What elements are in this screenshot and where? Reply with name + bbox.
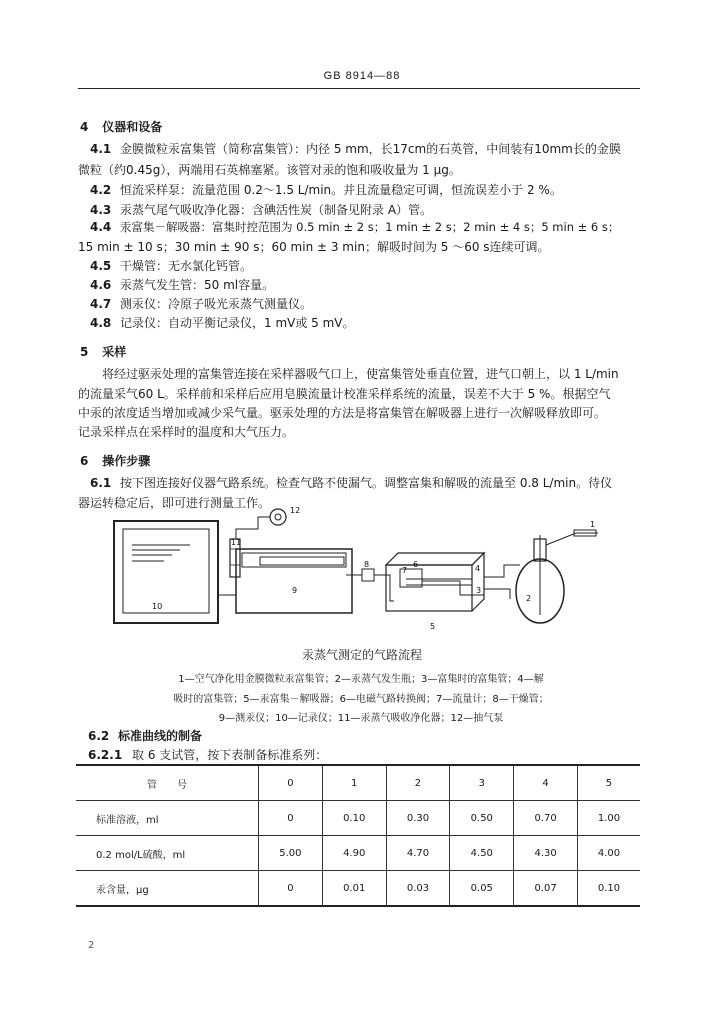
table-cell: 0.01 <box>322 871 386 907</box>
label-4: 4 <box>475 564 481 573</box>
recorder-10 <box>114 521 218 623</box>
label-5: 5 <box>430 622 436 631</box>
item-4-1: 4.1 金膜微粒汞富集管（简称富集管）：内径 5 mm，长17cm的石英管，中间装有10mm长的金膜 <box>90 142 621 156</box>
header-rule <box>78 88 640 89</box>
page-header: GB 8914—88 <box>323 70 401 82</box>
label-10: 10 <box>152 602 163 611</box>
section-title: 仪器和设备 <box>102 120 163 134</box>
table-cell: 0 <box>259 801 323 836</box>
table-header-cell: 0 <box>259 765 323 801</box>
table-header-cell: 3 <box>450 765 514 801</box>
item-6-2: 6.2 标准曲线的制备 <box>88 729 203 743</box>
table-cell: 4.30 <box>514 836 578 871</box>
table-row <box>76 871 640 907</box>
item-4-5: 4.5 干燥管：无水氯化钙管。 <box>90 259 253 273</box>
item-4-2: 4.2 恒流采样泵：流量范围 0.2～1.5 L/min。并且流量稳定可调，恒流误差小于 2 %。 <box>90 183 562 197</box>
table-header-cell: 1 <box>322 765 386 801</box>
table-cell: 4.70 <box>386 836 450 871</box>
section-5-heading: 5 采样 <box>80 345 127 359</box>
label-12: 12 <box>290 506 301 515</box>
page-number: 2 <box>88 940 95 951</box>
table-cell: 5.00 <box>259 836 323 871</box>
table-header-cell: 管 号 <box>76 765 259 801</box>
item-4-6: 4.6 汞蒸气发生管：50 ml容量。 <box>90 278 275 292</box>
item-4-4: 4.4 汞富集－解吸器：富集时控范围为 0.5 min ± 2 s；1 min ± 2 s；2 min ± 4 s；5 min ± 6 s； <box>90 220 620 234</box>
dryer-8 <box>346 569 394 601</box>
item-4-1-cont: 微粒（约0.45g），两端用石英棉塞紧。该管对汞的饱和吸收量为 1 μg。 <box>78 163 461 177</box>
table-cell: 0.70 <box>514 801 578 836</box>
pump-12 <box>236 509 286 539</box>
section-5-para-line-2: 的流量采气60 L。采样前和采样后应用皂膜流量计校准采样系统的流量，误差不大于 5 %。根据空气 <box>78 387 611 401</box>
item-4-7: 4.7 测汞仪：冷原子吸光汞蒸气测量仪。 <box>90 297 313 311</box>
mercury-meter-9 <box>236 549 352 613</box>
label-9: 9 <box>292 586 298 595</box>
table-cell: 4.90 <box>322 836 386 871</box>
table-header-cell: 2 <box>386 765 450 801</box>
section-5-para-line-4: 记录采样点在采样时的温度和大气压力。 <box>78 425 295 439</box>
section-6-heading: 6 操作步骤 <box>80 454 151 468</box>
item-6-1: 6.1 按下图连接好仪器气路系统。检查气路不使漏气。调整富集和解吸的流量至 0.8 L/min。待仪 <box>90 476 613 490</box>
label-8: 8 <box>364 560 370 569</box>
table-cell: 标准溶液，ml <box>76 801 259 836</box>
figure-caption: 汞蒸气测定的气路流程 <box>301 648 422 662</box>
table-cell: 0.30 <box>386 801 450 836</box>
table-row <box>76 836 640 871</box>
item-6-2-1: 6.2.1 取 6 支试管，按下表制备标准系列： <box>88 748 328 762</box>
section-number: 4 <box>80 120 89 134</box>
figure-legend-line-2: 吸时的富集管；5—汞富集－解吸器；6—电磁气路转换阀；7—流量计；8—干燥管； <box>173 694 549 705</box>
table-cell: 0.10 <box>577 871 640 907</box>
item-4-4-cont: 15 min ± 10 s；30 min ± 90 s；60 min ± 3 min；解吸时间为 5 ～60 s连续可调。 <box>78 240 550 254</box>
table-header-cell: 4 <box>514 765 578 801</box>
table-cell: 0.50 <box>450 801 514 836</box>
figure-legend-line-3: 9—测汞仪；10—记录仪；11—汞蒸气吸收净化器；12—抽气泵 <box>218 713 504 724</box>
label-7: 7 <box>402 566 408 575</box>
label-6: 6 <box>413 560 419 569</box>
label-2: 2 <box>526 594 532 603</box>
label-3: 3 <box>476 586 482 595</box>
section-5-para-line-3: 中汞的浓度适当增加或减少采气量。驱汞处理的方法是将富集管在解吸器上进行一次解吸释放即可。 <box>78 406 607 420</box>
table-cell: 0.03 <box>386 871 450 907</box>
table-cell: 0.2 mol/L硫酸，ml <box>76 836 259 871</box>
section-4-heading <box>80 118 162 135</box>
table-cell: 0 <box>259 871 323 907</box>
table-header-cell: 5 <box>577 765 640 801</box>
item-4-3: 4.3 汞蒸气尾气吸收净化器：含碘活性炭（制备见附录 A）管。 <box>90 203 433 217</box>
table-cell: 4.50 <box>450 836 514 871</box>
table-cell: 0.10 <box>322 801 386 836</box>
label-1: 1 <box>590 520 596 529</box>
table-header-row <box>76 765 640 801</box>
figure-legend-line-1: 1—空气净化用金膜微粒汞富集管；2—汞蒸气发生瓶；3—富集时的富集管；4—解 <box>178 674 544 685</box>
table-cell: 0.07 <box>514 871 578 907</box>
item-4-8: 4.8 记录仪：自动平衡记录仪，1 mV或 5 mV。 <box>90 316 355 330</box>
table-cell: 汞含量，μg <box>76 871 259 907</box>
table-cell: 4.00 <box>577 836 640 871</box>
standard-series-table <box>76 764 640 907</box>
table-row <box>76 801 640 836</box>
label-11: 11 <box>231 538 242 547</box>
table-cell: 0.05 <box>450 871 514 907</box>
apparatus-diagram <box>100 505 640 635</box>
section-5-para-line-1: 将经过驱汞处理的富集管连接在采样器吸气口上，使富集管处垂直位置，进气口朝上，以 1 L/min <box>102 367 619 381</box>
item-6-1-cont: 器运转稳定后，即可进行测量工作。 <box>78 496 271 510</box>
table-cell: 1.00 <box>577 801 640 836</box>
enricher-desorber-5 <box>386 553 484 611</box>
generator-bottle-2 <box>484 530 598 623</box>
